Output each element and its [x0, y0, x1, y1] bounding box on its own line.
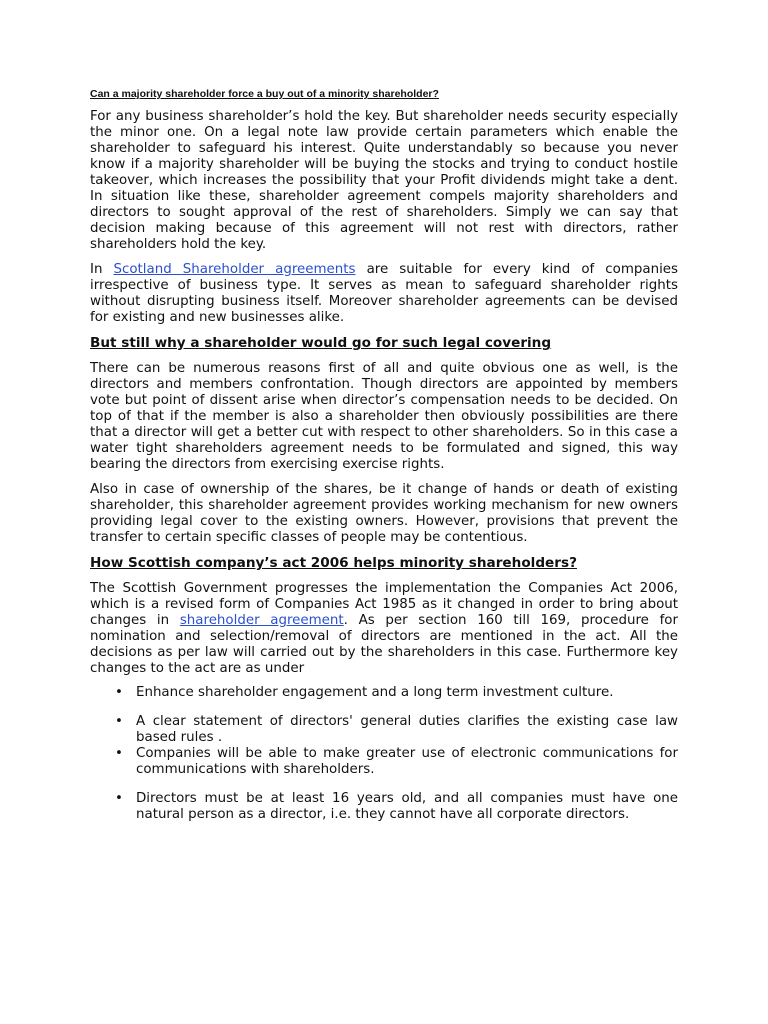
shareholder-agreement-link[interactable]: shareholder agreement	[179, 613, 344, 628]
list-item-text: A clear statement of directors' general duties clarifies the existing case law based rules .	[136, 714, 678, 745]
list-item-text: Enhance shareholder engagement and a long term investment culture.	[136, 685, 614, 700]
list-item	[90, 791, 678, 823]
act-text-after: . As per section 160 till 169, procedure for nomination and selection/removal of directors are mentioned in the act. All the decisions as per law will carried out by the shareholders in this case. Furthermore key changes to the act are as under	[90, 613, 678, 676]
list-item-text: Companies will be able to make greater use of electronic communications for communications with shareholders.	[136, 746, 678, 777]
bullet-icon: •	[115, 746, 123, 761]
intro-paragraph: For any business shareholder’s hold the key. But shareholder needs security especially the minor one. On a legal note law provide certain parameters which enable the shareholder to safeguard his interest. Quite understandably so because you never know if a majority shareholder will be buying the stocks and trying to conduct hostile takeover, which increases the possibility that your Profit dividends might take a dent. In situation like these, shareholder agreement compels majority shareholders and directors to sought approval of the rest of shareholders. Simply we can say that decision making because of this agreement will not rest with directors, rather shareholders hold the key.	[90, 109, 678, 252]
key-changes-list	[90, 685, 678, 823]
scotland-shareholder-agreements-link[interactable]: Scotland Shareholder agreements	[113, 262, 356, 277]
scotland-text-after: are suitable for every kind of companies irrespective of business type. It serves as mean to safeguard shareholder rights without disrupting business itself. Moreover shareholder agreements can be devised for existing and new businesses alike.	[90, 262, 679, 325]
scotland-text-before: In	[90, 262, 114, 277]
reasons-paragraph: There can be numerous reasons first of all and quite obvious one as well, is the directors and members confrontation. Though directors are appointed by members vote but point of dissent arise when director’s compensation needs to be decided. On top of that if the member is also a shareholder then obviously possibilities are there that a director will get a better cut with respect to other shareholders. So in this case a water tight shareholders agreement needs to be formulated and signed, this way bearing the directors from exercising exercise rights.	[90, 361, 678, 472]
list-item	[90, 746, 678, 778]
document-page	[90, 88, 678, 823]
act-paragraph	[90, 581, 678, 677]
document-title: Can a majority shareholder force a buy out of a minority shareholder?	[90, 88, 439, 100]
list-item	[90, 714, 678, 746]
list-item-text: Directors must be at least 16 years old, and all companies must have one natural person as a director, i.e. they cannot have all corporate directors.	[136, 791, 678, 822]
ownership-paragraph: Also in case of ownership of the shares, be it change of hands or death of existing shareholder, this shareholder agreement provides working mechanism for new owners providing legal cover to the existing owners. However, provisions that prevent the transfer to certain specific classes of people may be contentious.	[90, 482, 678, 545]
scotland-paragraph	[90, 262, 678, 326]
act-text-before: The Scottish Government progresses the implementation the Companies Act 2006, which is a revised form of Companies Act 1985 as it changed in order to bring about changes in	[90, 581, 678, 628]
bullet-icon: •	[115, 714, 123, 729]
bullet-icon: •	[115, 791, 123, 806]
heading-why-legal-covering: But still why a shareholder would go for such legal covering	[90, 335, 552, 351]
heading-companies-act-2006: How Scottish company’s act 2006 helps minority shareholders?	[90, 555, 577, 571]
bullet-icon: •	[115, 685, 123, 700]
list-item	[90, 685, 678, 701]
